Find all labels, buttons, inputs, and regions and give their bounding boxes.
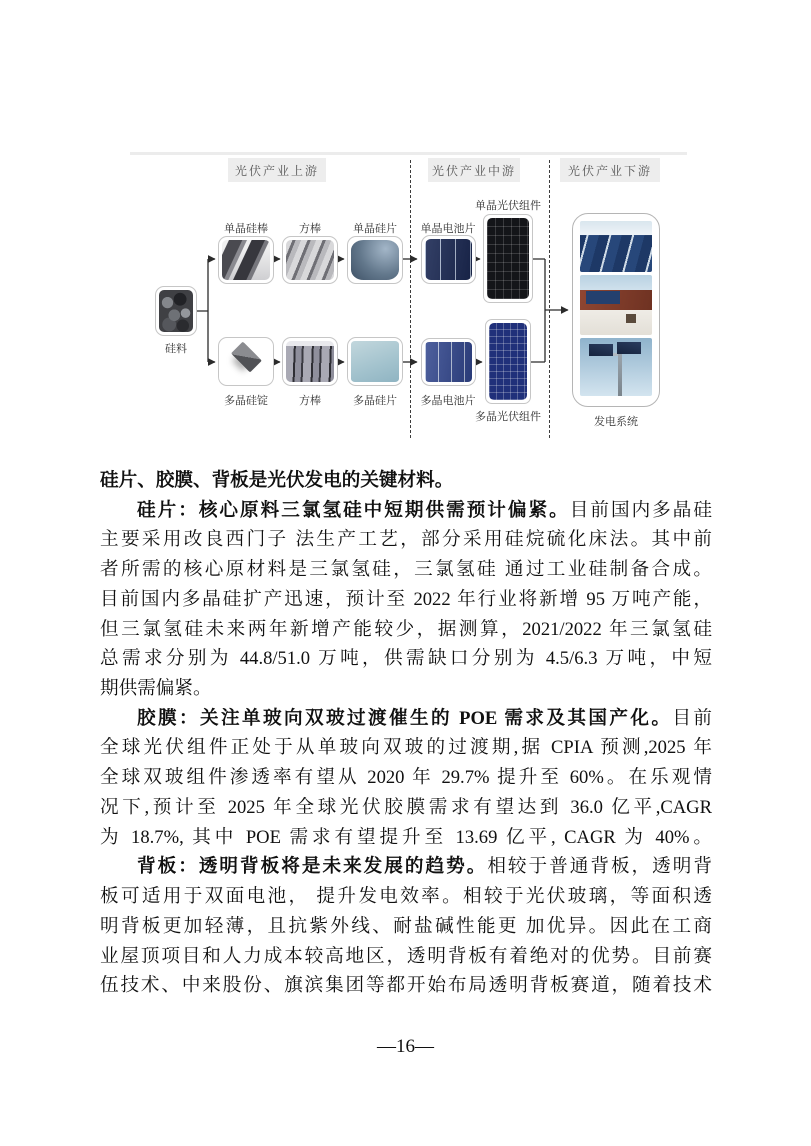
text-segment: 总需求分别为 44.8/51.0 万吨，供需缺口分别为 4.5/6.3 万吨，中短 — [100, 648, 712, 670]
text-segment: 者所需的核心原材料是三氯氢硅，三氯氢硅 通过工业硅制备合成。 — [100, 559, 712, 581]
text-segment: 伍技术、中来股份、旗滨集团等都开始布局透明背板赛道，随着技术 — [100, 975, 712, 997]
node-silicon-material — [155, 286, 197, 336]
text-segment: 但三氯氢硅未来两年新增产能较少，据测算，2021/2022 年三氯氢硅 — [100, 618, 712, 640]
node-label-mono-cell: 单晶电池片 — [420, 223, 476, 235]
text-segment: 为 18.7%, 其中 POE 需求有望提升至 13.69 亿平, CAGR 为 40%。 — [100, 826, 712, 848]
section-header-downstream: 光伏产业下游 — [560, 158, 660, 182]
text-segment: 全球光伏组件正处于从单玻向双玻的过渡期,据 CPIA 预测,2025 年 — [100, 737, 712, 759]
bold-text-segment: 硅片、胶膜、背板是光伏发电的关键材料。 — [100, 470, 454, 491]
node-label-silicon: 硅料 — [165, 343, 187, 355]
text-line — [100, 704, 712, 734]
node-power-system — [572, 213, 660, 407]
street-light-photo — [580, 338, 652, 396]
text-line — [100, 466, 712, 496]
poly-ingot-image — [222, 341, 270, 382]
text-line — [100, 615, 712, 645]
text-segment: 主要采用改良西门子 法生产工艺，部分采用硅烷硫化床法。其中前 — [100, 529, 712, 551]
text-line — [100, 823, 712, 853]
node-label-square-rod-top: 方棒 — [299, 223, 321, 235]
node-square-rod-bottom — [282, 337, 338, 386]
poly-module-image — [489, 323, 527, 400]
text-segment: 相较于普通背板，透明背 — [487, 856, 712, 878]
node-label-poly-cell: 多晶电池片 — [420, 395, 476, 407]
solar-farm-photo — [580, 221, 652, 272]
rooftop-house-photo — [580, 275, 652, 335]
silicon-chunks-image — [159, 290, 193, 332]
node-label-power-system: 发电系统 — [594, 416, 638, 428]
node-mono-rod — [218, 236, 274, 284]
text-line — [100, 585, 712, 615]
page-number: —16— — [377, 1036, 434, 1057]
text-line — [100, 852, 712, 882]
bold-text-segment: 硅片：核心原料三氯氢硅中短期供需预计偏紧。 — [137, 499, 570, 521]
node-poly-wafer — [347, 337, 403, 386]
node-poly-ingot — [218, 337, 274, 386]
poly-cell-image — [425, 342, 472, 382]
mono-cell-image — [425, 239, 472, 280]
node-label-mono-rod: 单晶硅棒 — [224, 223, 268, 235]
node-mono-module — [483, 214, 533, 303]
body-text — [100, 466, 712, 1001]
text-line — [100, 555, 712, 585]
node-label-square-rod-bottom: 方棒 — [299, 395, 321, 407]
node-label-mono-module: 单晶光伏组件 — [475, 200, 541, 212]
text-line — [100, 525, 712, 555]
node-poly-cell — [421, 338, 476, 386]
mono-wafer-image — [351, 240, 399, 280]
text-line — [100, 942, 712, 972]
node-label-poly-wafer: 多晶硅片 — [353, 395, 397, 407]
text-segment: 目前国内多晶硅扩产迅速，预计至 2022 年行业将新增 95 万吨产能， — [100, 588, 712, 610]
node-mono-cell — [421, 235, 476, 284]
section-header-upstream: 光伏产业上游 — [228, 158, 326, 182]
node-square-rod-top — [282, 236, 338, 284]
text-line — [100, 912, 712, 942]
text-segment: 目前国内多晶硅 — [569, 499, 712, 521]
node-mono-wafer — [347, 236, 403, 284]
text-line — [100, 733, 712, 763]
text-segment: 期供需偏紧。 — [100, 678, 212, 700]
text-line — [100, 882, 712, 912]
square-rod-blue-image — [286, 341, 334, 382]
node-poly-module — [485, 319, 531, 404]
section-header-midstream: 光伏产业中游 — [428, 158, 520, 182]
node-label-poly-ingot: 多晶硅锭 — [224, 395, 268, 407]
text-segment: 全球双玻组件渗透率有望从 2020 年 29.7% 提升至 60%。在乐观情 — [100, 767, 712, 789]
square-rod-gray-image — [286, 240, 334, 280]
text-line — [100, 674, 712, 704]
text-line — [100, 793, 712, 823]
bold-text-segment: 胶膜：关注单玻向双玻过渡催生的 POE 需求及其国产化。 — [137, 707, 673, 729]
figure-top-strip — [130, 152, 687, 155]
poly-wafer-image — [351, 341, 399, 382]
text-line — [100, 971, 712, 1001]
text-segment: 明背板更加轻薄，且抗紫外线、耐盐碱性能更 加优异。因此在工商 — [100, 915, 712, 937]
text-segment: 况下,预计至 2025 年全球光伏胶膜需求有望达到 36.0 亿平,CAGR — [100, 796, 712, 818]
text-segment: 板可适用于双面电池， 提升发电效率。相较于光伏玻璃，等面积透 — [100, 886, 712, 908]
industry-chain-diagram — [130, 152, 687, 444]
mono-module-image — [487, 218, 529, 299]
node-label-poly-module: 多晶光伏组件 — [475, 411, 541, 423]
text-line — [100, 644, 712, 674]
text-segment: 目前 — [672, 707, 712, 729]
text-line — [100, 496, 712, 526]
mono-silicon-rod-image — [222, 240, 270, 280]
bold-text-segment: 背板：透明背板将是未来发展的趋势。 — [137, 856, 488, 878]
text-line — [100, 763, 712, 793]
node-label-mono-wafer: 单晶硅片 — [353, 223, 397, 235]
text-segment: 业屋顶项目和人力成本较高地区，透明背板有着绝对的优势。目前赛 — [100, 945, 712, 967]
